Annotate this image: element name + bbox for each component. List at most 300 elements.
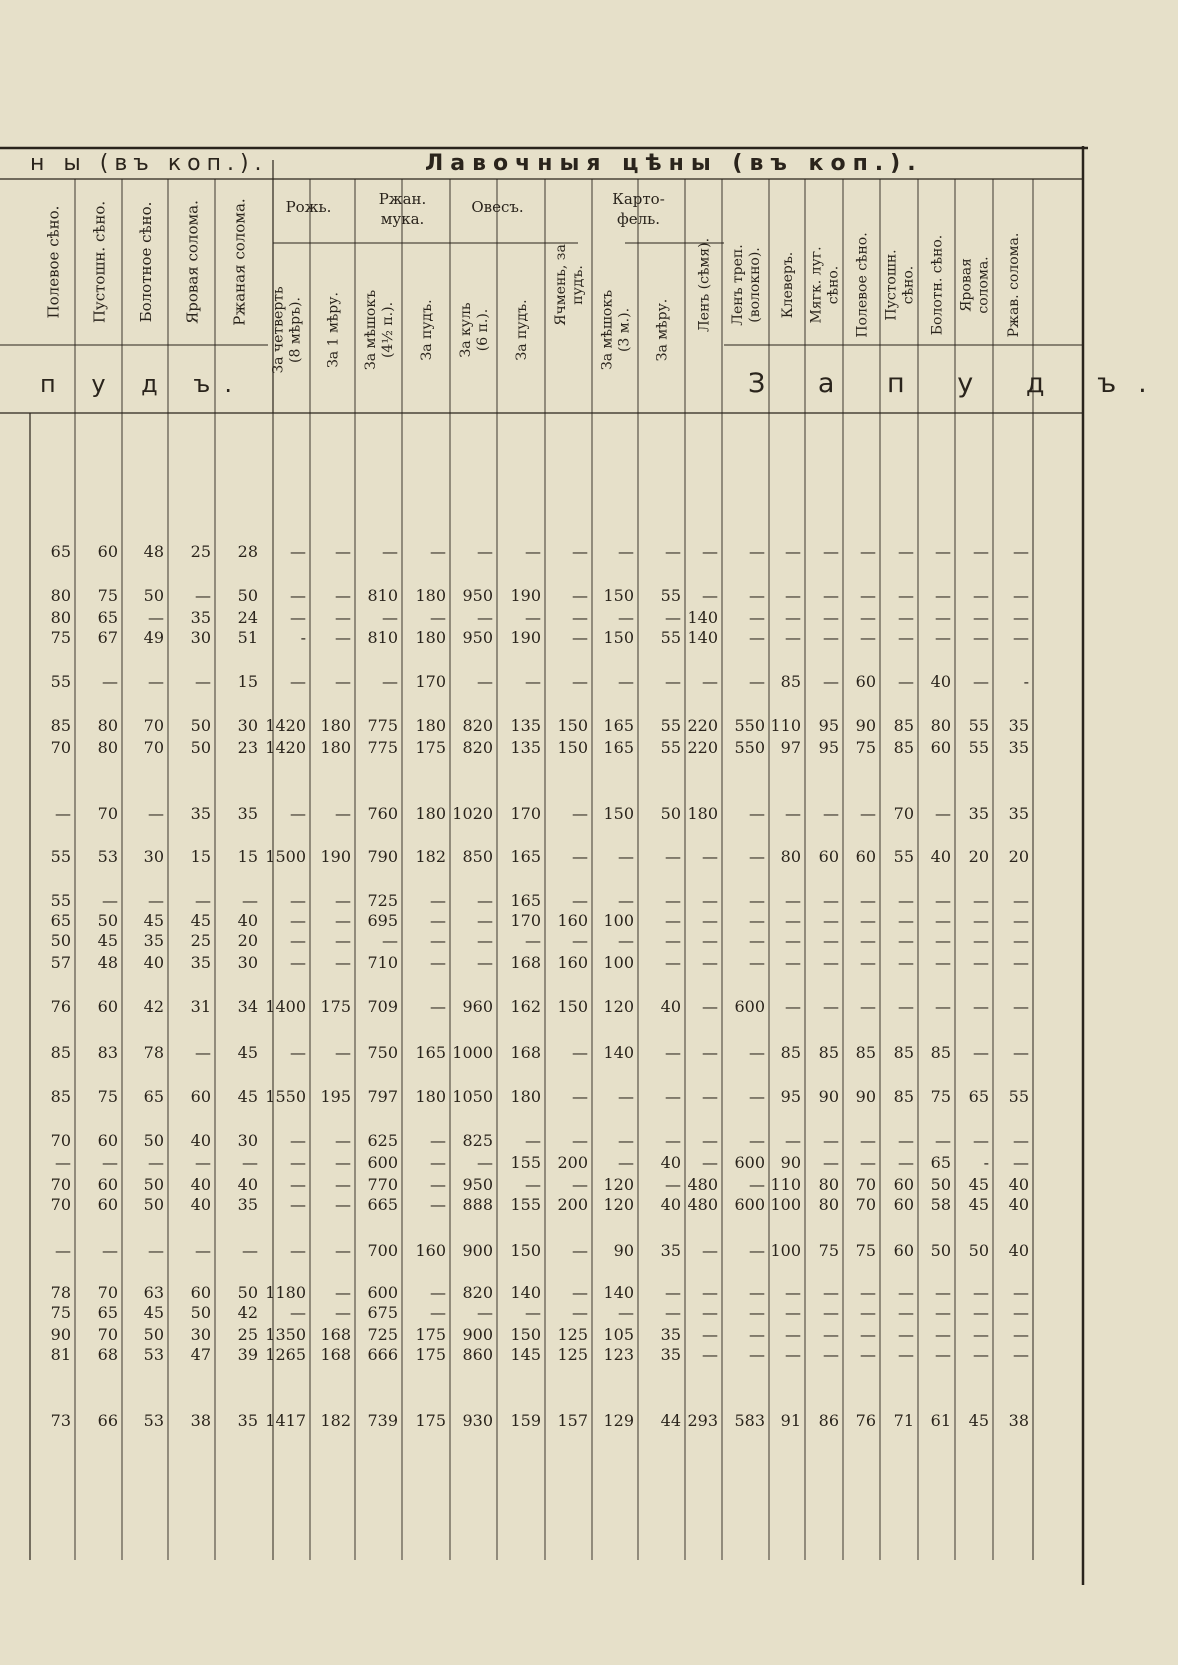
table-cell: —	[935, 953, 951, 972]
table-cell: —	[290, 1241, 306, 1260]
table-cell: —	[898, 672, 914, 691]
table-cell: —	[1013, 911, 1029, 930]
table-cell: 70	[855, 1195, 876, 1214]
table-cell: 200	[557, 1153, 588, 1172]
table-cell: —	[1013, 608, 1029, 627]
table-cell: 190	[510, 628, 541, 647]
table-cell: —	[665, 931, 681, 950]
table-cell: —	[749, 1325, 765, 1344]
table-cell: 50	[190, 738, 211, 757]
table-cell: —	[823, 542, 839, 561]
table-cell: —	[335, 1241, 351, 1260]
table-cell: 1350	[265, 1325, 306, 1344]
table-row	[51, 1043, 1029, 1062]
group-header: Ржан.	[378, 190, 427, 208]
table-cell: 190	[320, 847, 351, 866]
table-cell: —	[973, 542, 989, 561]
table-cell: —	[973, 931, 989, 950]
table-row	[55, 804, 1029, 823]
table-cell: 70	[50, 738, 71, 757]
table-cell: 85	[50, 716, 71, 735]
table-cell: —	[823, 672, 839, 691]
table-cell: 950	[462, 628, 493, 647]
table-cell: —	[823, 997, 839, 1016]
table-cell: 40	[1008, 1195, 1029, 1214]
table-cell: 600	[367, 1153, 398, 1172]
table-row	[51, 1303, 1029, 1322]
table-cell: 30	[190, 628, 211, 647]
table-cell: —	[618, 608, 634, 627]
table-cell: 175	[415, 1325, 446, 1344]
table-cell: 165	[510, 891, 541, 910]
table-cell: 50	[143, 1175, 164, 1194]
table-row	[51, 1175, 1029, 1194]
table-cell: —	[618, 847, 634, 866]
table-cell: 85	[780, 672, 801, 691]
table-cell: 100	[603, 953, 634, 972]
table-cell: 55	[660, 716, 681, 735]
table-row	[51, 738, 1029, 757]
table-cell: —	[823, 1153, 839, 1172]
table-cell: 135	[510, 716, 541, 735]
table-cell: 61	[930, 1411, 951, 1430]
table-cell: 70	[97, 1325, 118, 1344]
table-cell: —	[148, 1153, 164, 1172]
table-cell: 170	[415, 672, 446, 691]
table-cell: —	[525, 608, 541, 627]
table-cell: —	[702, 586, 718, 605]
sub-column-header: За пудъ.	[419, 299, 435, 361]
table-cell: —	[290, 1303, 306, 1322]
table-cell: —	[148, 608, 164, 627]
table-cell: —	[1013, 931, 1029, 950]
table-cell: 97	[780, 738, 801, 757]
table-cell: 85	[50, 1043, 71, 1062]
table-cell: 58	[930, 1195, 951, 1214]
table-cell: 15	[237, 672, 258, 691]
table-cell: —	[335, 1283, 351, 1302]
table-cell: 35	[237, 1195, 258, 1214]
table-cell: 293	[687, 1411, 718, 1430]
table-cell: 70	[893, 804, 914, 823]
table-cell: —	[335, 1131, 351, 1150]
table-cell: —	[572, 1303, 588, 1322]
table-cell: —	[525, 542, 541, 561]
table-cell: 175	[415, 738, 446, 757]
table-cell: -	[300, 628, 306, 647]
table-cell: 50	[930, 1175, 951, 1194]
table-cell: 150	[603, 804, 634, 823]
table-cell: —	[1013, 586, 1029, 605]
table-cell: —	[290, 931, 306, 950]
table-cell: 1400	[265, 997, 306, 1016]
table-cell: 583	[734, 1411, 765, 1430]
table-cell: —	[290, 586, 306, 605]
table-cell: —	[335, 542, 351, 561]
table-cell: 140	[687, 628, 718, 647]
table-row	[51, 1195, 1029, 1214]
table-cell: 60	[818, 847, 839, 866]
table-cell: —	[860, 953, 876, 972]
table-cell: —	[335, 628, 351, 647]
table-cell: 70	[50, 1175, 71, 1194]
table-cell: 480	[687, 1175, 718, 1194]
table-cell: —	[749, 1087, 765, 1106]
table-cell: 725	[367, 1325, 398, 1344]
table-cell: —	[195, 1153, 211, 1172]
table-cell: —	[55, 804, 71, 823]
table-cell: 750	[367, 1043, 398, 1062]
table-cell: 48	[143, 542, 164, 561]
table-cell: 50	[143, 1195, 164, 1214]
table-cell: —	[702, 672, 718, 691]
table-cell: 95	[818, 738, 839, 757]
table-cell: 797	[367, 1087, 398, 1106]
table-cell: —	[823, 586, 839, 605]
table-cell: 150	[510, 1241, 541, 1260]
table-cell: —	[618, 891, 634, 910]
table-cell: 25	[190, 931, 211, 950]
table-row	[51, 931, 1029, 950]
table-cell: 67	[97, 628, 118, 647]
group-header: Карто-	[612, 190, 665, 208]
table-cell: 75	[855, 1241, 876, 1260]
table-cell: 85	[855, 1043, 876, 1062]
table-cell: 135	[510, 738, 541, 757]
table-cell: 90	[855, 716, 876, 735]
table-cell: 150	[510, 1325, 541, 1344]
table-cell: —	[935, 586, 951, 605]
table-cell: 1417	[265, 1411, 306, 1430]
table-cell: 182	[320, 1411, 351, 1430]
table-cell: 85	[893, 1087, 914, 1106]
table-cell: 35	[660, 1325, 681, 1344]
table-cell: 60	[97, 997, 118, 1016]
table-cell: —	[785, 608, 801, 627]
table-cell: —	[618, 1131, 634, 1150]
table-cell: 200	[557, 1195, 588, 1214]
table-cell: 40	[660, 1195, 681, 1214]
table-cell: 90	[780, 1153, 801, 1172]
table-cell: —	[430, 1175, 446, 1194]
table-cell: 35	[190, 608, 211, 627]
table-cell: —	[935, 1325, 951, 1344]
table-cell: —	[860, 608, 876, 627]
table-cell: 150	[557, 997, 588, 1016]
table-cell: 80	[50, 608, 71, 627]
table-cell: 42	[143, 997, 164, 1016]
sub-column-header: Ленъ треп.	[730, 244, 746, 326]
table-cell: 30	[190, 1325, 211, 1344]
table-cell: —	[477, 931, 493, 950]
table-cell: 155	[510, 1195, 541, 1214]
table-cell: —	[665, 1303, 681, 1322]
table-cell: 60	[97, 1195, 118, 1214]
table-cell: 53	[143, 1345, 164, 1364]
sub-column-header: За куль	[458, 302, 474, 358]
table-cell: 775	[367, 716, 398, 735]
table-cell: —	[148, 804, 164, 823]
table-cell: 600	[734, 997, 765, 1016]
table-cell: —	[785, 586, 801, 605]
table-cell: 55	[50, 672, 71, 691]
table-cell: 155	[510, 1153, 541, 1172]
table-cell: 68	[97, 1345, 118, 1364]
table-cell: 1550	[265, 1087, 306, 1106]
table-cell: 50	[97, 911, 118, 930]
table-cell: 85	[818, 1043, 839, 1062]
table-cell: —	[860, 1131, 876, 1150]
table-cell: 28	[237, 542, 258, 561]
table-cell: 165	[603, 716, 634, 735]
table-cell: 190	[510, 586, 541, 605]
table-cell: 65	[143, 1087, 164, 1106]
table-cell: 760	[367, 804, 398, 823]
table-cell: 195	[320, 1087, 351, 1106]
table-cell: —	[898, 931, 914, 950]
table-cell: —	[290, 911, 306, 930]
table-cell: 55	[660, 628, 681, 647]
table-cell: —	[430, 1153, 446, 1172]
table-cell: 70	[143, 716, 164, 735]
table-row	[51, 953, 1029, 972]
table-cell: 25	[190, 542, 211, 561]
table-cell: —	[935, 1131, 951, 1150]
table-cell: 53	[143, 1411, 164, 1430]
table-cell: 85	[780, 1043, 801, 1062]
table-cell: 150	[557, 716, 588, 735]
table-cell: —	[702, 997, 718, 1016]
table-cell: —	[572, 628, 588, 647]
table-cell: 40	[1008, 1241, 1029, 1260]
table-cell: 888	[462, 1195, 493, 1214]
table-cell: 80	[818, 1195, 839, 1214]
table-cell: 40	[190, 1175, 211, 1194]
table-cell: —	[572, 586, 588, 605]
table-cell: 45	[143, 1303, 164, 1322]
table-cell: —	[973, 953, 989, 972]
sub-column-header: (8 мѣръ).	[287, 297, 304, 363]
table-cell: —	[477, 1303, 493, 1322]
table-cell: 129	[603, 1411, 634, 1430]
table-cell: —	[572, 608, 588, 627]
table-cell: 70	[50, 1195, 71, 1214]
table-cell: —	[702, 891, 718, 910]
table-cell: —	[1013, 628, 1029, 647]
table-cell: 40	[660, 997, 681, 1016]
table-cell: —	[785, 804, 801, 823]
table-cell: —	[382, 672, 398, 691]
table-cell: —	[973, 1283, 989, 1302]
table-cell: —	[935, 1303, 951, 1322]
table-cell: 51	[237, 628, 258, 647]
table-cell: —	[242, 1241, 258, 1260]
table-cell: 40	[190, 1195, 211, 1214]
table-cell: 710	[367, 953, 398, 972]
table-cell: —	[1013, 542, 1029, 561]
table-cell: —	[335, 911, 351, 930]
table-cell: —	[898, 911, 914, 930]
table-cell: —	[290, 1195, 306, 1214]
table-cell: 860	[462, 1345, 493, 1364]
table-cell: 75	[97, 586, 118, 605]
table-cell: —	[195, 1043, 211, 1062]
table-cell: —	[702, 953, 718, 972]
table-cell: 15	[237, 847, 258, 866]
table-cell: —	[335, 586, 351, 605]
table-cell: —	[898, 1283, 914, 1302]
table-cell: 960	[462, 997, 493, 1016]
table-cell: 1420	[265, 716, 306, 735]
table-cell: —	[335, 1175, 351, 1194]
table-cell: —	[665, 1175, 681, 1194]
table-cell: —	[973, 628, 989, 647]
table-cell: 1050	[452, 1087, 493, 1106]
table-cell: —	[898, 1345, 914, 1364]
table-cell: 63	[143, 1283, 164, 1302]
table-cell: 65	[968, 1087, 989, 1106]
table-cell: 53	[97, 847, 118, 866]
table-cell: 70	[97, 804, 118, 823]
table-cell: —	[572, 542, 588, 561]
table-cell: 50	[237, 1283, 258, 1302]
table-cell: —	[898, 997, 914, 1016]
table-cell: —	[148, 891, 164, 910]
table-cell: 110	[770, 1175, 801, 1194]
table-cell: 180	[415, 628, 446, 647]
table-cell: 50	[930, 1241, 951, 1260]
table-cell: —	[785, 1303, 801, 1322]
table-cell: 45	[237, 1087, 258, 1106]
table-cell: 70	[855, 1175, 876, 1194]
table-cell: —	[665, 1131, 681, 1150]
table-cell: 95	[818, 716, 839, 735]
table-cell: —	[618, 1087, 634, 1106]
table-cell: —	[749, 847, 765, 866]
table-cell: —	[335, 672, 351, 691]
table-cell: —	[618, 1153, 634, 1172]
table-cell: —	[1013, 953, 1029, 972]
table-cell: 24	[237, 608, 258, 627]
table-cell: 30	[143, 847, 164, 866]
table-cell: 90	[855, 1087, 876, 1106]
table-cell: —	[785, 891, 801, 910]
table-cell: —	[898, 608, 914, 627]
table-cell: 75	[818, 1241, 839, 1260]
table-cell: —	[430, 931, 446, 950]
table-cell: 34	[237, 997, 258, 1016]
table-cell: —	[102, 672, 118, 691]
table-cell: —	[860, 911, 876, 930]
table-cell: —	[335, 1043, 351, 1062]
table-cell: 168	[510, 953, 541, 972]
table-cell: —	[572, 672, 588, 691]
table-cell: 78	[143, 1043, 164, 1062]
table-cell: —	[55, 1241, 71, 1260]
table-cell: —	[749, 1283, 765, 1302]
table-cell: —	[1013, 891, 1029, 910]
table-cell: —	[785, 911, 801, 930]
table-cell: 168	[320, 1325, 351, 1344]
table-cell: -	[983, 1153, 989, 1172]
table-cell: 600	[734, 1195, 765, 1214]
table-cell: —	[702, 911, 718, 930]
sub-column-header: Яровая	[958, 258, 975, 312]
table-cell: —	[148, 672, 164, 691]
table-cell: —	[335, 1195, 351, 1214]
table-row	[51, 586, 1029, 605]
table-cell: —	[572, 1087, 588, 1106]
left-column-header: Болотное сѣно.	[137, 201, 155, 323]
table-cell: —	[430, 997, 446, 1016]
table-cell: —	[335, 804, 351, 823]
table-cell: —	[935, 804, 951, 823]
table-cell: 100	[770, 1241, 801, 1260]
table-cell: 23	[237, 738, 258, 757]
table-cell: 15	[190, 847, 211, 866]
table-cell: —	[860, 628, 876, 647]
table-cell: —	[702, 1043, 718, 1062]
table-cell: 125	[557, 1325, 588, 1344]
table-cell: —	[195, 672, 211, 691]
table-cell: 45	[237, 1043, 258, 1062]
table-cell: 40	[930, 847, 951, 866]
table-cell: —	[525, 672, 541, 691]
table-cell: —	[702, 1283, 718, 1302]
table-cell: 1000	[452, 1043, 493, 1062]
table-cell: 70	[50, 1131, 71, 1150]
table-cell: —	[702, 1241, 718, 1260]
table-cell: 91	[780, 1411, 801, 1430]
table-cell: 40	[660, 1153, 681, 1172]
table-cell: 820	[462, 1283, 493, 1302]
sub-column-header: Мягк. луг.	[808, 246, 825, 324]
table-cell: 709	[367, 997, 398, 1016]
table-cell: 175	[415, 1345, 446, 1364]
table-row	[51, 1131, 1029, 1150]
sub-column-header: (3 м.).	[616, 307, 633, 353]
table-cell: 160	[557, 911, 588, 930]
table-cell: 160	[557, 953, 588, 972]
table-cell: 625	[367, 1131, 398, 1150]
table-cell: —	[749, 891, 765, 910]
table-cell: —	[749, 1241, 765, 1260]
table-cell: —	[572, 1241, 588, 1260]
table-cell: —	[290, 1043, 306, 1062]
table-cell: —	[477, 672, 493, 691]
table-cell: —	[1013, 1043, 1029, 1062]
table-cell: 850	[462, 847, 493, 866]
table-cell: 175	[415, 1411, 446, 1430]
sub-column-header: Ржав. солома.	[1006, 232, 1022, 338]
table-cell: —	[860, 1345, 876, 1364]
group-headers	[286, 190, 665, 228]
table-cell: 55	[968, 716, 989, 735]
table-cell: —	[1013, 1345, 1029, 1364]
table-cell: 790	[367, 847, 398, 866]
table-cell: —	[823, 608, 839, 627]
table-cell: —	[290, 953, 306, 972]
table-cell: 50	[190, 1303, 211, 1322]
table-cell: 49	[143, 628, 164, 647]
table-row	[55, 1241, 1029, 1260]
table-cell: 80	[780, 847, 801, 866]
table-cell: 820	[462, 738, 493, 757]
table-cell: —	[898, 891, 914, 910]
table-cell: —	[823, 1345, 839, 1364]
table-cell: —	[430, 1195, 446, 1214]
table-cell: 35	[1008, 716, 1029, 735]
